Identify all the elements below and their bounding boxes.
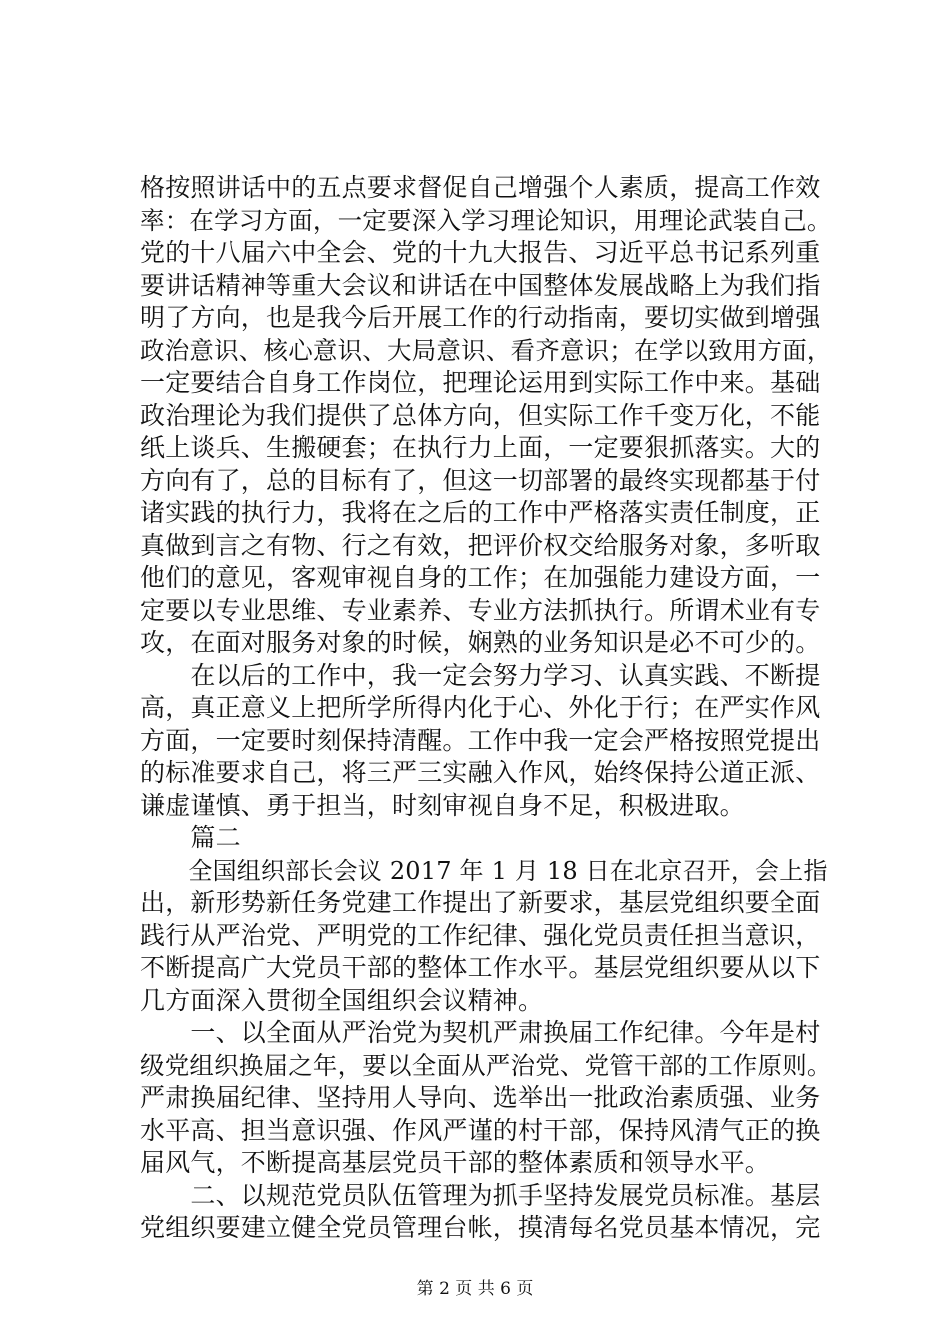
text-line: 诸实践的执行力，我将在之后的工作中严格落实责任制度，正 — [140, 498, 821, 527]
text-line: 明了方向，也是我今后开展工作的行动指南，要切实做到增强 — [140, 303, 821, 332]
text-line: 格按照讲话中的五点要求督促自己增强个人素质，提高工作效 — [140, 173, 821, 202]
text-line: 届风气，不断提高基层党员干部的整体素质和领导水平。 — [140, 1148, 771, 1177]
text-line: 出，新形势新任务党建工作提出了新要求，基层党组织要全面 — [140, 888, 821, 917]
text-line: 几方面深入贯彻全国组织会议精神。 — [140, 985, 544, 1015]
body-text — [140, 172, 840, 1245]
text-line: 他们的意见，客观审视自身的工作；在加强能力建设方面，一 — [140, 563, 821, 592]
text-line: 方面，一定要时刻保持清醒。工作中我一定会严格按照党提出 — [140, 725, 821, 755]
text-line: 不断提高广大党员干部的整体工作水平。基层党组织要从以下 — [140, 953, 821, 982]
text-line: 真做到言之有物、行之有效，把评价权交给服务对象，多听取 — [140, 530, 821, 560]
text-line: 高，真正意义上把所学所得内化于心、外化于行；在严实作风 — [140, 693, 821, 722]
page-footer: 第 2 页 共 6 页 — [416, 1279, 534, 1299]
text-line: 篇二 — [140, 823, 241, 852]
text-line: 要讲话精神等重大会议和讲话在中国整体发展战略上为我们指 — [140, 270, 821, 300]
text-line: 水平高、担当意识强、作风严谨的村干部，保持风清气正的换 — [140, 1115, 821, 1145]
text-line: 在以后的工作中，我一定会努力学习、认真实践、不断提 — [140, 660, 821, 690]
text-line: 纸上谈兵、生搬硬套；在执行力上面，一定要狠抓落实。大的 — [140, 433, 821, 462]
text-line: 定要以专业思维、专业素养、专业方法抓执行。所谓术业有专 — [140, 595, 821, 625]
text-line: 攻，在面对服务对象的时候，娴熟的业务知识是必不可少的。 — [140, 628, 821, 657]
text-line: 全国组织部长会议 2017 年 1 月 18 日在北京召开，会上指 — [140, 856, 828, 885]
text-line: 级党组织换届之年，要以全面从严治党、党管干部的工作原则。 — [140, 1050, 832, 1080]
text-line: 方向有了，总的目标有了，但这一切部署的最终实现都基于付 — [140, 465, 821, 495]
text-line: 政治理论为我们提供了总体方向，但实际工作千变万化，不能 — [140, 400, 821, 430]
text-line: 党组织要建立健全党员管理台帐，摸清每名党员基本情况，完 — [140, 1213, 821, 1242]
text-line: 谦虚谨慎、勇于担当，时刻审视自身不足，积极进取。 — [140, 790, 745, 820]
text-line: 党的十八届六中全会、党的十九大报告、习近平总书记系列重 — [140, 238, 821, 267]
text-line: 践行从严治党、严明党的工作纪律、强化党员责任担当意识， — [140, 920, 821, 950]
text-line: 政治意识、核心意识、大局意识、看齐意识；在学以致用方面， — [140, 335, 832, 365]
text-line: 率：在学习方面，一定要深入学习理论知识，用理论武装自己。 — [140, 205, 832, 235]
text-line: 一、以全面从严治党为契机严肃换届工作纪律。今年是村 — [140, 1018, 821, 1047]
text-line: 的标准要求自己，将三严三实融入作风，始终保持公道正派、 — [140, 758, 821, 787]
text-line: 严肃换届纪律、坚持用人导向、选举出一批政治素质强、业务 — [140, 1083, 821, 1112]
text-line: 二、以规范党员队伍管理为抓手坚持发展党员标准。基层 — [140, 1180, 821, 1210]
text-line: 一定要结合自身工作岗位，把理论运用到实际工作中来。基础 — [140, 368, 821, 397]
